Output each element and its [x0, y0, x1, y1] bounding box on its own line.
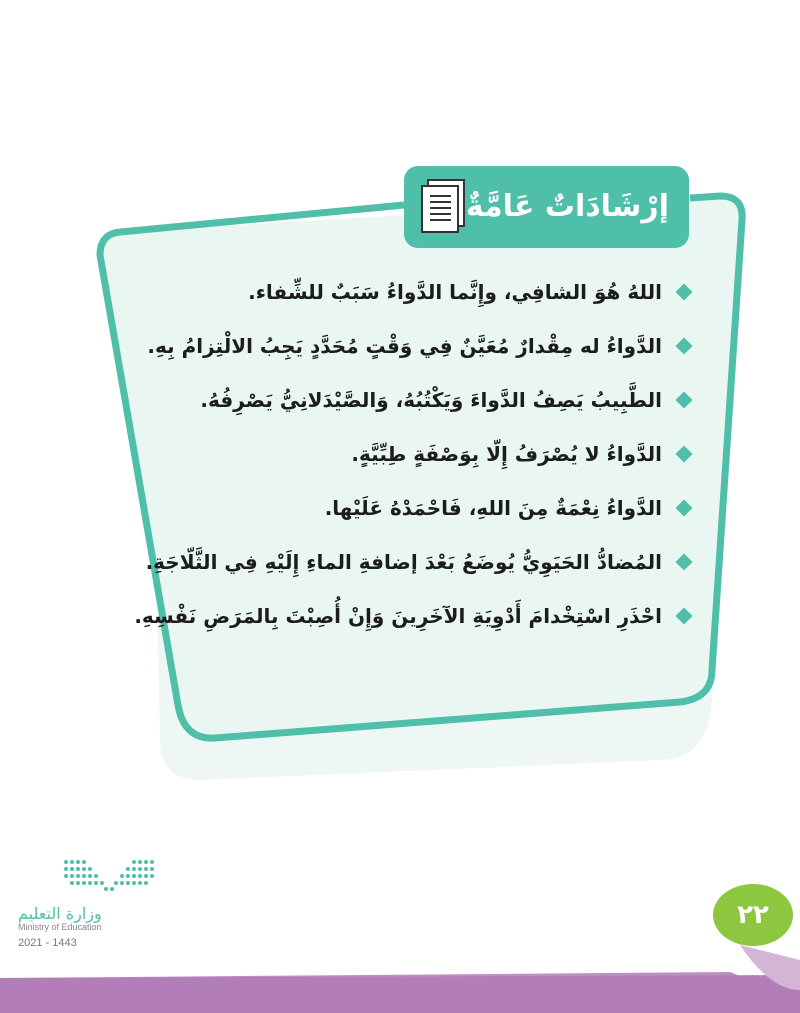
card-title-box [404, 165, 689, 247]
ministry-name-arabic: وزارة التعليم [18, 904, 102, 923]
list-item [134, 589, 690, 643]
diamond-bullet-icon [676, 500, 693, 517]
list-item-text: الطَّبِيبُ يَصِفُ الدَّواءَ وَيَكْتُبُهُ، وَالصَّيْدَلانِيُّ يَصْرِفُهُ. [200, 388, 662, 412]
list-item [147, 319, 690, 373]
guidelines-list [134, 265, 690, 643]
ministry-name-english: Ministry of Education [18, 922, 102, 932]
list-item [180, 481, 690, 535]
list-item-text: احْذَرِ اسْتِخْدامَ أَدْوِيَةِ الآخَرِينَ وَإِنْ أُصِبْتَ بِالمَرَضِ نَفْسِهِ. [134, 604, 662, 628]
list-item [180, 265, 690, 319]
diamond-bullet-icon [676, 392, 693, 409]
list-item-text: الدَّواءُ له مِقْدارٌ مُعَيَّنٌ فِي وَقْتٍ مُحَدَّدٍ يَجِبُ الالْتِزامُ بِهِ. [147, 334, 662, 358]
list-item [145, 535, 690, 589]
list-item-text: اللهُ هُوَ الشافِي، وإِنَّما الدَّواءُ سَبَبٌ للشِّفاء. [248, 280, 662, 304]
list-item-text: المُضادُّ الحَيَوِيُّ يُوضَعُ بَعْدَ إضافةِ الماءِ إِلَيْهِ فِي الثَّلّاجَةِ. [145, 550, 662, 574]
page-number: ٢٢ [737, 900, 769, 930]
diamond-bullet-icon [676, 554, 693, 571]
diamond-bullet-icon [676, 338, 693, 355]
list-item-text: الدَّواءُ لا يُصْرَفُ إِلّا بِوَصْفَةٍ طِبِّيَّةٍ. [351, 442, 662, 466]
list-item-text: الدَّواءُ نِعْمَةٌ مِنَ اللهِ، فَاحْمَدْهُ عَلَيْها. [324, 496, 662, 520]
card-title: إرْشَادَاتٌ عَامَّةٌ [465, 188, 669, 224]
diamond-bullet-icon [676, 284, 693, 301]
list-item [180, 427, 690, 481]
academic-year: 2021 - 1443 [18, 937, 77, 949]
diamond-bullet-icon [676, 608, 693, 625]
list-item [180, 373, 690, 427]
diamond-bullet-icon [676, 446, 693, 463]
ministry-logo-icon [60, 858, 160, 896]
